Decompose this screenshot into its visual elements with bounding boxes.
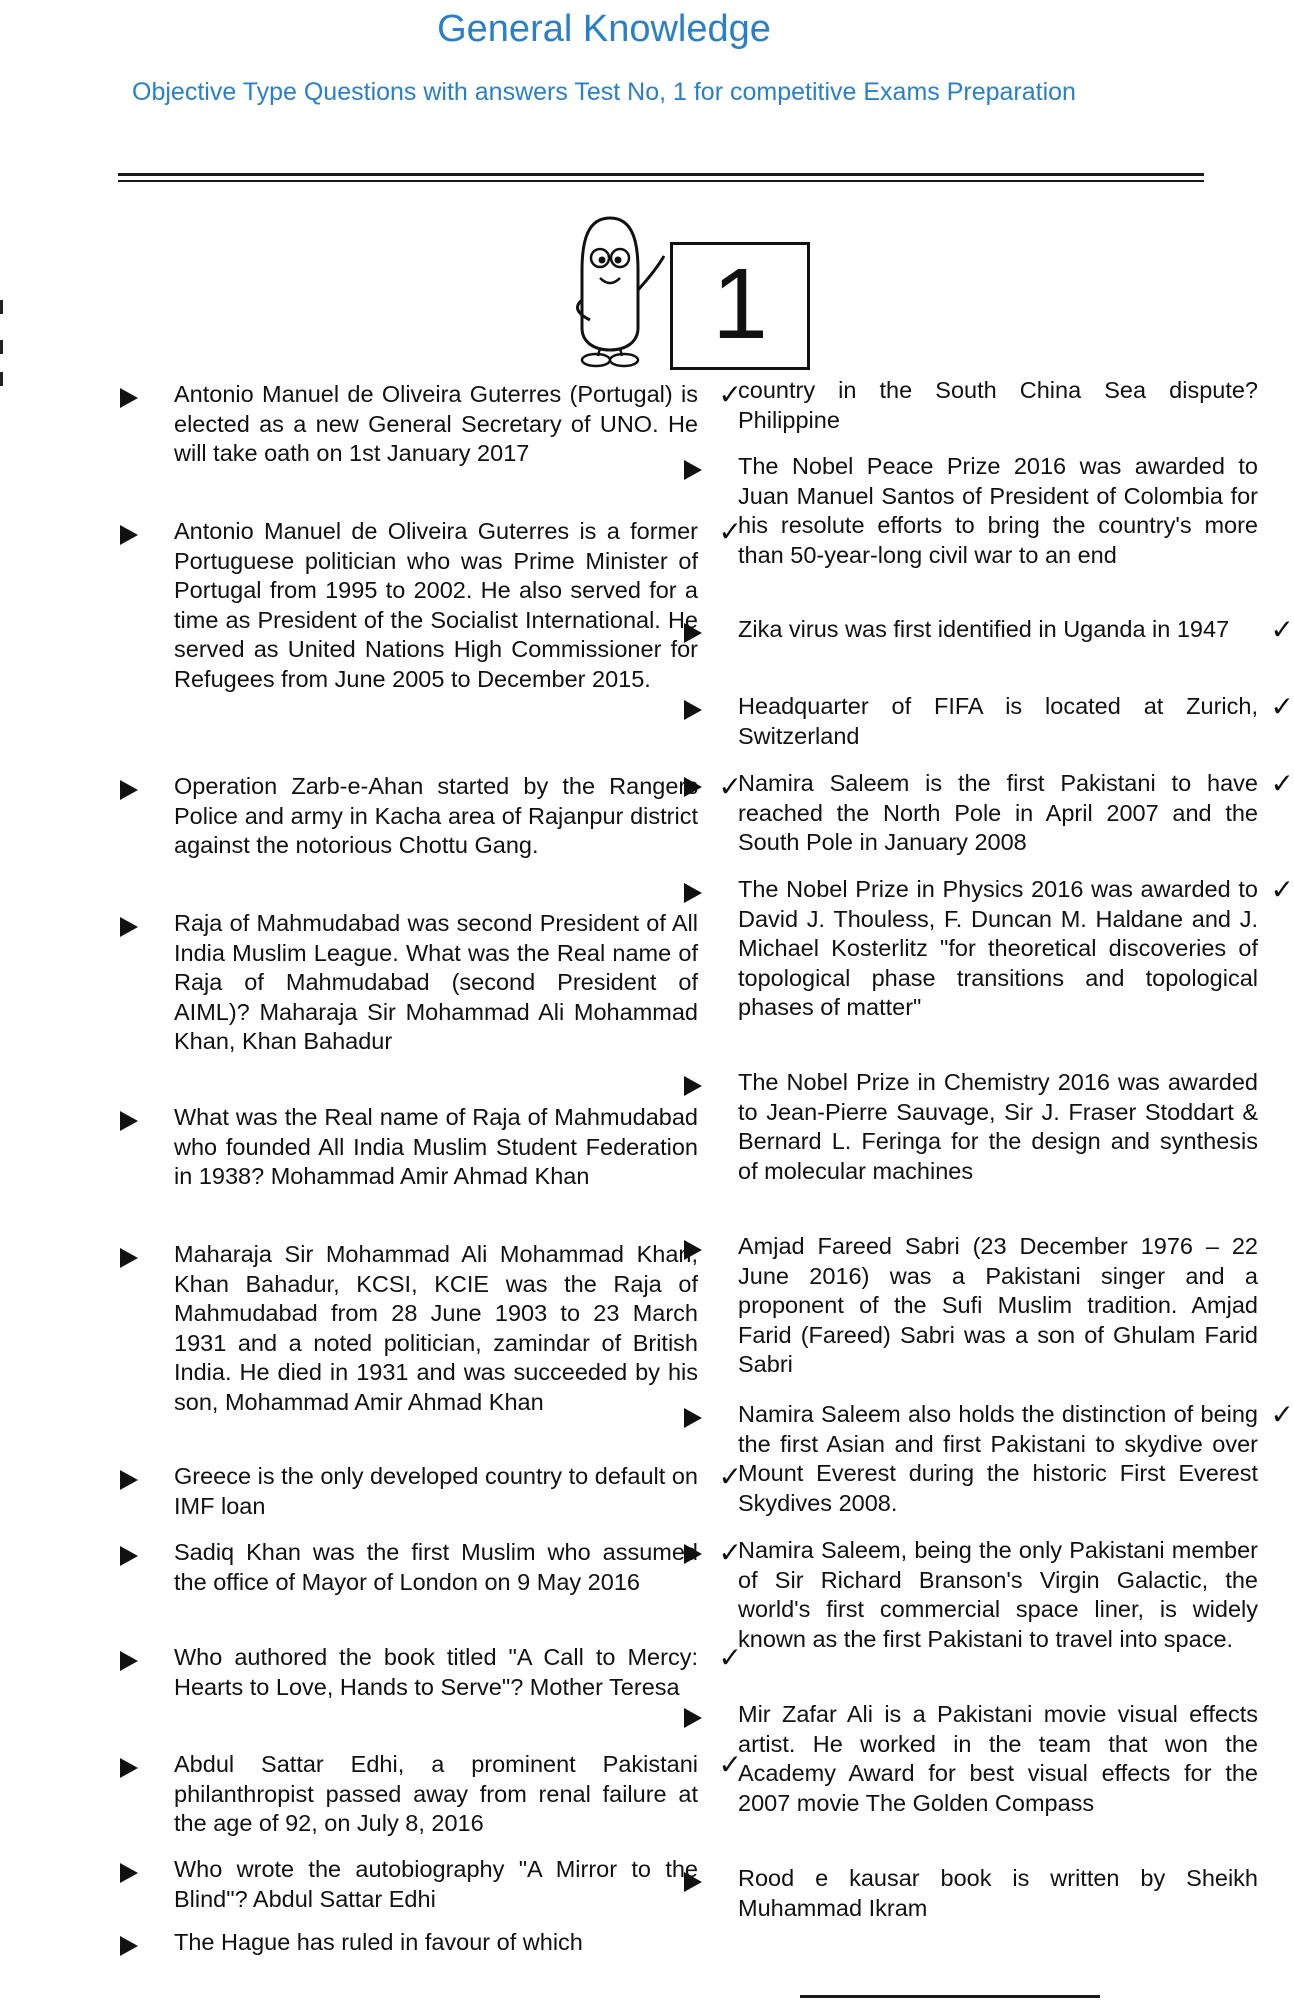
list-item-text: Operation Zarb-e-Ahan started by the Rangers Police and army in Kacha area of Rajanpur district against the notorious Chottu Gang. (174, 773, 698, 858)
list-item-text: Namira Saleem, being the only Pakistani member of Sir Richard Branson's Virgin Galactic, the world's first commercial space liner, is widely known as the first Pakistani to travel into space. (738, 1537, 1258, 1652)
margin-mark (0, 340, 3, 354)
list-item (684, 767, 1294, 858)
margin-mark (0, 372, 3, 386)
check-mark-icon: ✓ (718, 1536, 742, 1569)
list-item-text: Abdul Sattar Edhi, a prominent Pakistani philanthropist passed away from renal failure at the age of 92, on July 8, 2016 (174, 1751, 698, 1836)
list-item (684, 613, 1294, 646)
list-item-text: country in the South China Sea dispute? Philippine (738, 377, 1258, 433)
triangle-bullet-icon (120, 917, 138, 937)
triangle-bullet-icon (120, 780, 138, 800)
list-item (684, 1068, 1258, 1186)
check-mark-icon: ✓ (718, 378, 742, 411)
margin-mark (0, 300, 3, 314)
triangle-bullet-icon (120, 1470, 138, 1490)
check-mark-icon: ✓ (1270, 767, 1294, 800)
check-mark-icon: ✓ (1270, 690, 1294, 723)
list-item (684, 1700, 1258, 1818)
check-mark-icon: ✓ (1270, 873, 1294, 906)
list-item-text: Greece is the only developed country to default on IMF loan (174, 1463, 698, 1519)
list-item (120, 770, 742, 861)
list-item (684, 690, 1294, 751)
triangle-bullet-icon (684, 1708, 702, 1728)
page-subtitle: Objective Type Questions with answers Test No, 1 for competitive Exams Preparation (132, 78, 1076, 106)
triangle-bullet-icon (684, 1408, 702, 1428)
list-item-text: The Nobel Prize in Chemistry 2016 was awarded to Jean-Pierre Sauvage, Sir J. Fraser Stoddart & Bernard L. Feringa for the design and synthesis of molecular machines (738, 1069, 1258, 1184)
cartoon-character-icon (560, 210, 660, 370)
check-mark-icon: ✓ (718, 515, 742, 548)
list-item (120, 1460, 742, 1521)
header-divider-thick (118, 173, 1204, 176)
list-item-text: Amjad Fareed Sabri (23 December 1976 – 22 June 2016) was a Pakistani singer and a proponent of the Sufi Muslim tradition. Amjad Farid (Fareed) Sabri was a son of Ghulam Farid Sabri (738, 1233, 1258, 1377)
triangle-bullet-icon (684, 460, 702, 480)
list-item-text: Namira Saleem is the first Pakistani to have reached the North Pole in April 2007 and the South Pole in January 2008 (738, 770, 1258, 855)
triangle-bullet-icon (684, 700, 702, 720)
faded-scan-marks (125, 135, 405, 157)
list-item-text: The Hague has ruled in favour of which (174, 1929, 583, 1955)
check-mark-icon: ✓ (718, 1641, 742, 1674)
test-number: 1 (712, 248, 768, 360)
triangle-bullet-icon (120, 1111, 138, 1131)
list-item (684, 1232, 1258, 1380)
header-divider-thin (118, 180, 1204, 182)
list-item (120, 909, 698, 1057)
list-item (684, 1864, 1258, 1923)
list-item-text: Who authored the book titled "A Call to Mercy: Hearts to Love, Hands to Serve"? Mother Teresa (174, 1644, 698, 1700)
list-item-text: Sadiq Khan was the first Muslim who assumed the office of Mayor of London on 9 May 2016 (174, 1539, 698, 1595)
triangle-bullet-icon (120, 388, 138, 408)
list-item (120, 1641, 742, 1702)
check-mark-icon: ✓ (718, 770, 742, 803)
list-item-text: Antonio Manuel de Oliveira Guterres is a former Portuguese politician who was Prime Minister of Portugal from 1995 to 2002. He also served for a time as President of the Socialist International. He served as United Nations High Commissioner for Refugees from June 2005 to December 2015. (174, 518, 698, 692)
list-item (684, 1398, 1294, 1518)
list-item (684, 1536, 1258, 1654)
list-item-text: The Nobel Peace Prize 2016 was awarded to Juan Manuel Santos of President of Colombia for his resolute efforts to bring the country's more than 50-year-long civil war to an end (738, 453, 1258, 568)
triangle-bullet-icon (120, 1248, 138, 1268)
list-item-text: Namira Saleem also holds the distinction of being the first Asian and first Pakistani to skydive over Mount Everest during the historic First Everest Skydives 2008. (738, 1401, 1258, 1516)
list-item (120, 378, 742, 469)
triangle-bullet-icon (684, 1544, 702, 1564)
list-item (120, 1536, 742, 1597)
test-number-badge (670, 242, 810, 370)
list-item (684, 376, 1258, 435)
list-item-text: The Nobel Prize in Physics 2016 was awarded to David J. Thouless, F. Duncan M. Haldane and J. Michael Kosterlitz "for theoretical discoveries of topological phase transitions and topological phases of matter" (738, 876, 1258, 1020)
triangle-bullet-icon (120, 1863, 138, 1883)
list-item-text: Raja of Mahmudabad was second President of All India Muslim League. What was the Real name of Raja of Mahmudabad (second President of AIML)? Maharaja Sir Mohammad Ali Mohammad Khan, Khan Bahadur (174, 910, 698, 1054)
list-item (120, 1103, 698, 1192)
check-mark-icon: ✓ (1270, 613, 1294, 646)
list-item-text: Headquarter of FIFA is located at Zurich, Switzerland (738, 693, 1258, 749)
list-item-text: Rood e kausar book is written by Sheikh Muhammad Ikram (738, 1865, 1258, 1921)
triangle-bullet-icon (120, 1546, 138, 1566)
triangle-bullet-icon (120, 1936, 138, 1956)
list-item (684, 873, 1294, 1023)
list-item-text: Who wrote the autobiography "A Mirror to the Blind"? Abdul Sattar Edhi (174, 1856, 698, 1912)
triangle-bullet-icon (120, 1758, 138, 1778)
check-mark-icon: ✓ (718, 1460, 742, 1493)
triangle-bullet-icon (120, 1651, 138, 1671)
list-item-text: What was the Real name of Raja of Mahmudabad who founded All India Muslim Student Federation in 1938? Mohammad Amir Ahmad Khan (174, 1104, 698, 1189)
page-title: General Knowledge (437, 8, 771, 50)
triangle-bullet-icon (684, 1240, 702, 1260)
list-item-text: Antonio Manuel de Oliveira Guterres (Portugal) is elected as a new General Secretary of UNO. He will take oath on 1st January 2017 (174, 381, 698, 466)
footer-divider (800, 1995, 1100, 1998)
triangle-bullet-icon (684, 883, 702, 903)
list-item (120, 1855, 698, 1914)
list-item-text: Maharaja Sir Mohammad Ali Mohammad Khan, Khan Bahadur, KCSI, KCIE was the Raja of Mahmudabad from 28 June 1903 to 23 March 1931 and a noted politician, zamindar of British India. He died in 1931 and was succeeded by his son, Mohammad Amir Ahmad Khan (174, 1241, 698, 1415)
list-item (120, 1928, 698, 1958)
triangle-bullet-icon (684, 1872, 702, 1892)
check-mark-icon: ✓ (1270, 1398, 1294, 1431)
triangle-bullet-icon (684, 623, 702, 643)
list-item-text: Mir Zafar Ali is a Pakistani movie visual effects artist. He worked in the team that won the Academy Award for best visual effects for the 2007 movie The Golden Compass (738, 1701, 1258, 1816)
triangle-bullet-icon (684, 1076, 702, 1096)
check-mark-icon: ✓ (718, 1748, 742, 1781)
list-item-text: Zika virus was first identified in Uganda in 1947 (738, 616, 1230, 642)
list-item (120, 515, 742, 694)
triangle-bullet-icon (684, 777, 702, 797)
list-item (120, 1748, 742, 1839)
triangle-bullet-icon (120, 525, 138, 545)
list-item (120, 1240, 698, 1417)
list-item (684, 452, 1258, 570)
